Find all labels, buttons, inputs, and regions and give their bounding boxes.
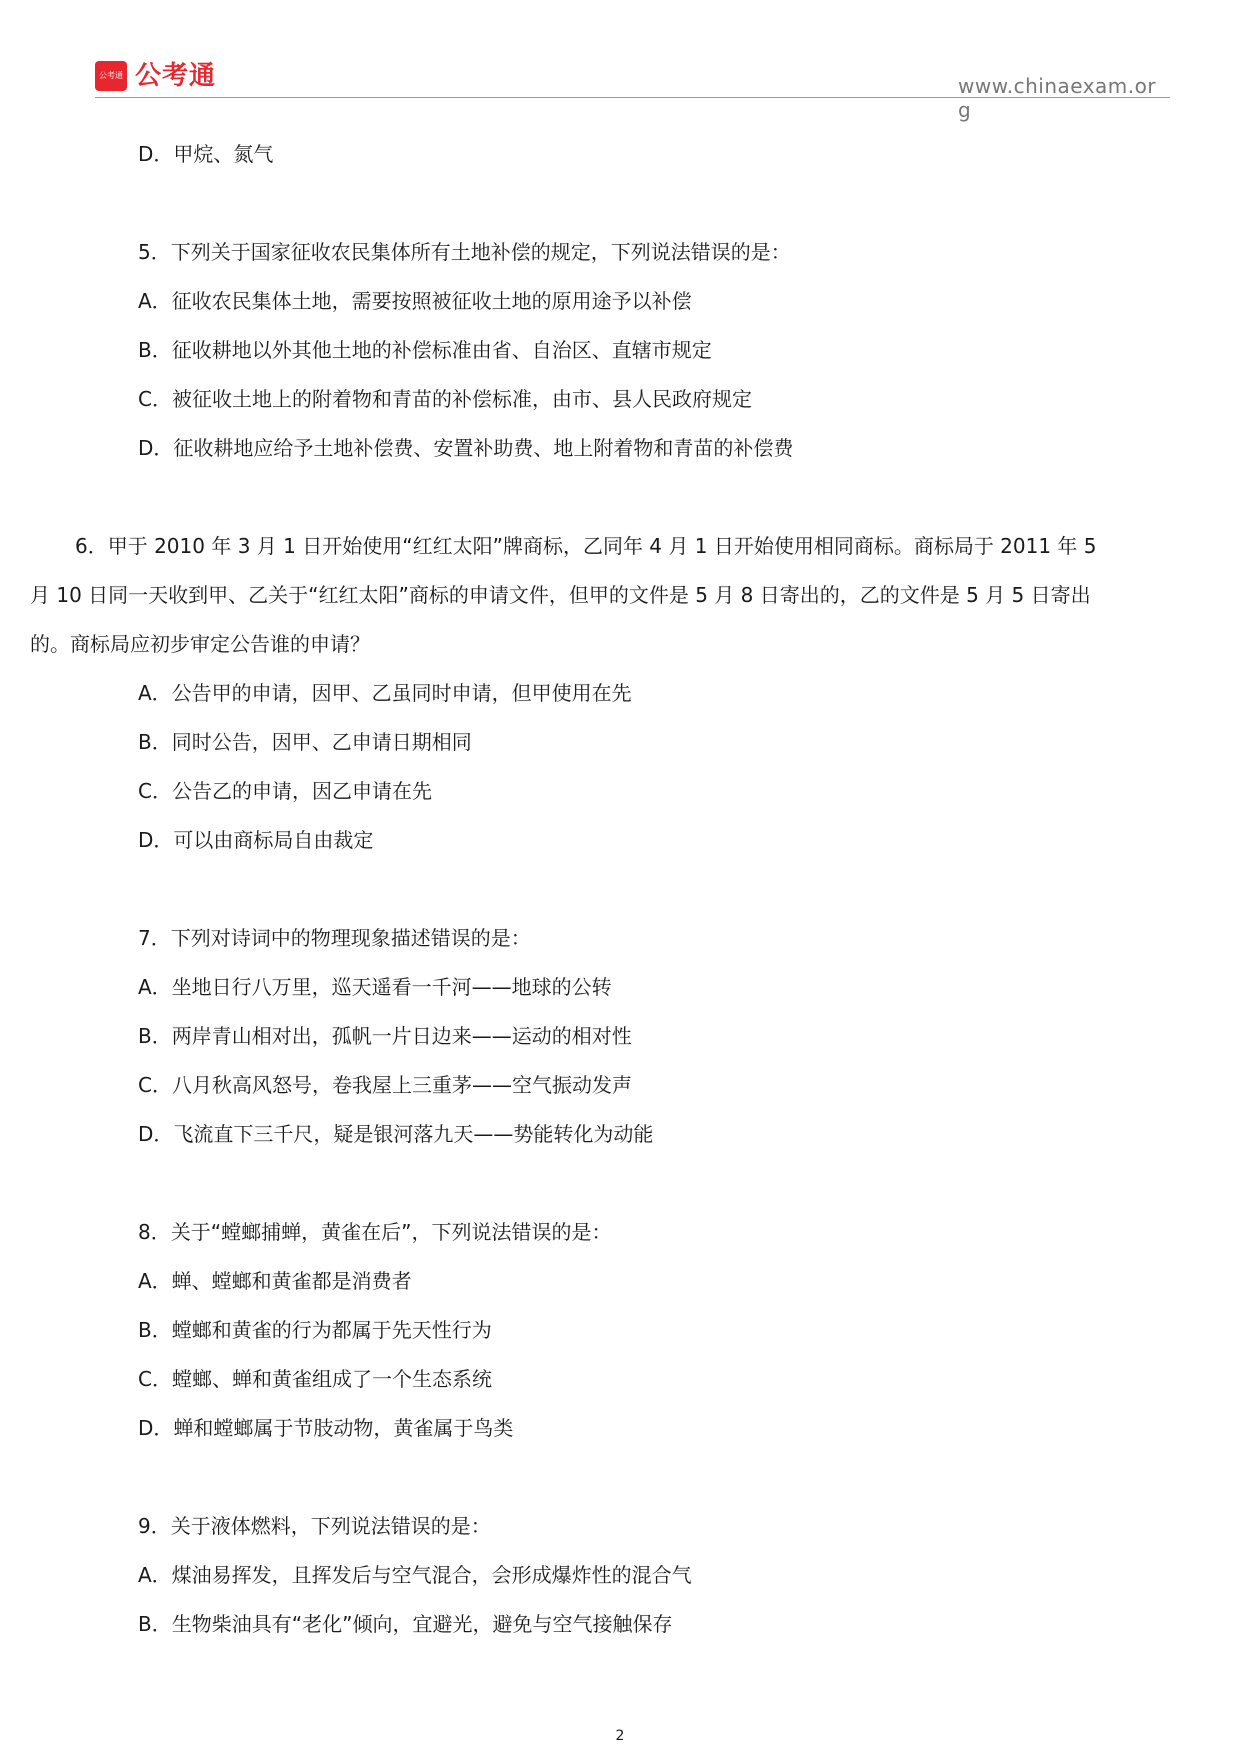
- spacer: [30, 179, 1130, 228]
- spacer: [30, 865, 1130, 914]
- question-stem: 9．关于液体燃料，下列说法错误的是：: [138, 1514, 491, 1538]
- option-a: A．公告甲的申请，因甲、乙虽同时申请，但甲使用在先: [138, 681, 632, 705]
- question-stem: 7．下列对诗词中的物理现象描述错误的是：: [138, 926, 531, 950]
- option-c: C．八月秋高风怒号，卷我屋上三重茅——空气振动发声: [138, 1073, 632, 1097]
- spacer: [30, 473, 1130, 522]
- option-d: D．蝉和螳螂属于节肢动物，黄雀属于鸟类: [138, 1416, 514, 1440]
- question-stem: 8．关于“螳螂捕蝉，黄雀在后”，下列说法错误的是：: [138, 1220, 612, 1244]
- option-b: B．螳螂和黄雀的行为都属于先天性行为: [138, 1318, 492, 1342]
- question-7: [30, 914, 1130, 1159]
- question-6: [30, 522, 1130, 865]
- option-b: B．征收耕地以外其他土地的补偿标准由省、自治区、直辖市规定: [138, 338, 712, 362]
- option-d: D．飞流直下三千尺，疑是银河落九天——势能转化为动能: [138, 1122, 654, 1146]
- question-5: [30, 228, 1130, 473]
- question-stem: 6．甲于 2010 年 3 月 1 日开始使用“红红太阳”牌商标，乙同年 4 月 1 日开始使用相同商标。商标局于 2011 年 5 月 10 日同一天收到甲、乙关于“红红太阳”商标的申请文件，但甲的文件是 5 月 8 日寄出的，乙的文件是 5 月 5 日寄出的。商标局应初步审定公告谁的申请？: [30, 534, 1097, 656]
- prev-question-option-d: D．甲烷、氮气: [138, 142, 274, 166]
- spacer: [30, 1159, 1130, 1208]
- option-b: B．两岸青山相对出，孤帆一片日边来——运动的相对性: [138, 1024, 632, 1048]
- page-number: 2: [615, 1728, 625, 1744]
- option-a: A．坐地日行八万里，巡天遥看一千河——地球的公转: [138, 975, 612, 999]
- option-d: D．征收耕地应给予土地补偿费、安置补助费、地上附着物和青苗的补偿费: [138, 436, 794, 460]
- logo-badge-icon: 公考通: [95, 61, 127, 91]
- brand-logo: [95, 60, 216, 92]
- logo-text: 公考通: [135, 61, 217, 91]
- header-divider: [95, 97, 1170, 98]
- option-b: B．生物柴油具有“老化”倾向，宜避光，避免与空气接触保存: [138, 1612, 673, 1636]
- option-c: C．被征收土地上的附着物和青苗的补偿标准，由市、县人民政府规定: [138, 387, 752, 411]
- option-c: C．公告乙的申请，因乙申请在先: [138, 779, 432, 803]
- option-a: A．煤油易挥发，且挥发后与空气混合，会形成爆炸性的混合气: [138, 1563, 692, 1587]
- option-d: D．可以由商标局自由裁定: [138, 828, 374, 852]
- spacer: [30, 1453, 1130, 1502]
- option-b: B．同时公告，因甲、乙申请日期相同: [138, 730, 472, 754]
- question-stem: 5．下列关于国家征收农民集体所有土地补偿的规定，下列说法错误的是：: [138, 240, 791, 264]
- page-header: [95, 56, 1170, 122]
- question-9: [30, 1502, 1130, 1649]
- document-body: [30, 130, 1130, 1649]
- question-8: [30, 1208, 1130, 1453]
- option-c: C．螳螂、蝉和黄雀组成了一个生态系统: [138, 1367, 492, 1391]
- option-a: A．蝉、螳螂和黄雀都是消费者: [138, 1269, 412, 1293]
- site-url: www.chinaexam.org: [958, 74, 1157, 122]
- option-a: A．征收农民集体土地，需要按照被征收土地的原用途予以补偿: [138, 289, 692, 313]
